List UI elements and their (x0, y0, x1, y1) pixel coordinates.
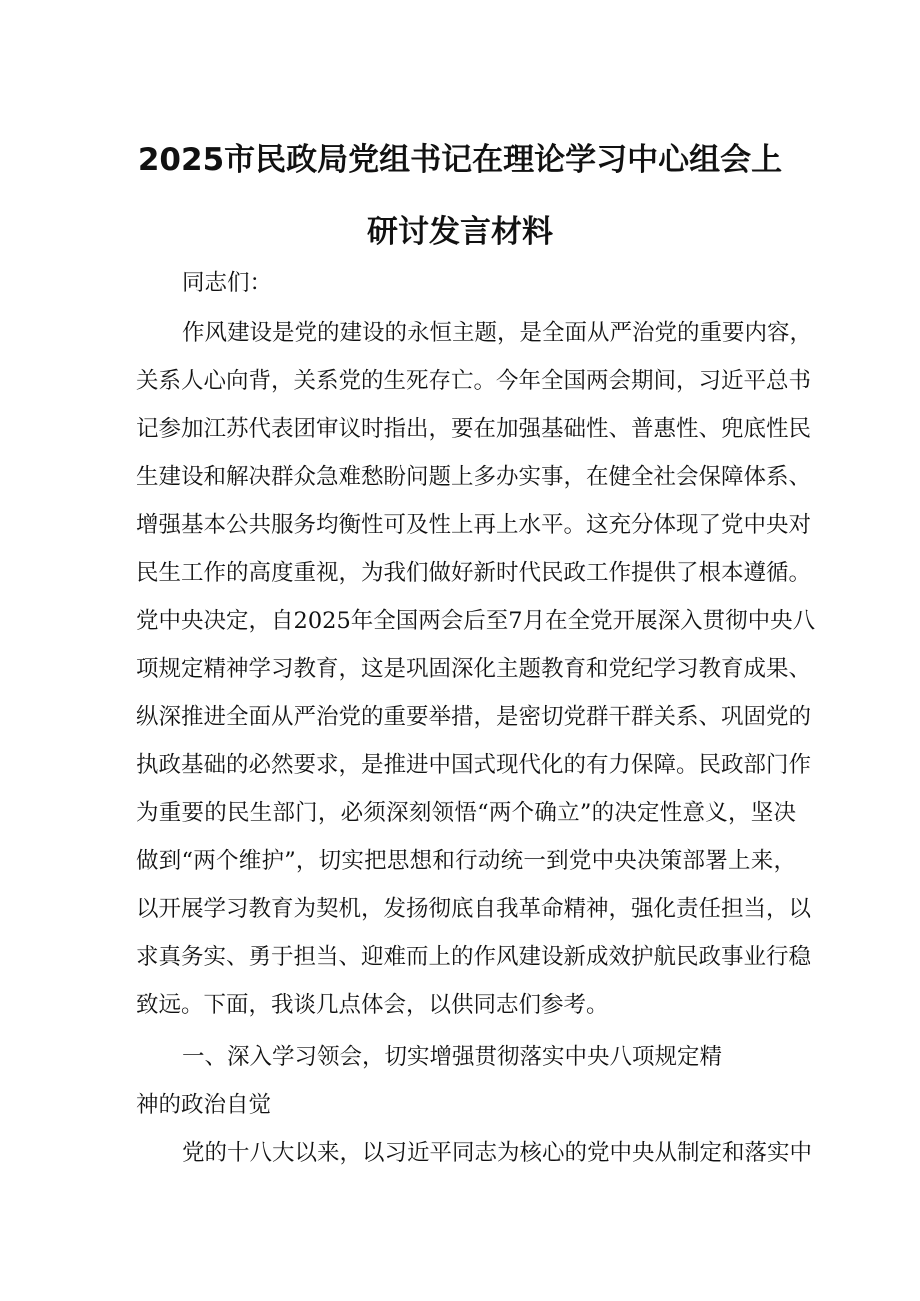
paragraph-line: 生建设和解决群众急难愁盼问题上多办实事，在健全社会保障体系、 (136, 464, 812, 490)
document-title-line-2: 研讨发言材料 (367, 214, 553, 250)
paragraph-line: 增强基本公共服务均衡性可及性上再上水平。这充分体现了党中央对 (136, 512, 812, 538)
paragraph-line: 作风建设是党的建设的永恒主题，是全面从严治党的重要内容， (182, 320, 813, 346)
paragraph-line: 记参加江苏代表团审议时指出，要在加强基础性、普惠性、兜底性民 (136, 416, 812, 442)
paragraph-line: 执政基础的必然要求，是推进中国式现代化的有力保障。民政部门作 (136, 752, 812, 778)
section-heading-line-2: 神的政治自觉 (136, 1092, 272, 1118)
paragraph-line: 做到“两个维护”，切实把思想和行动统一到党中央决策部署上来， (136, 848, 796, 874)
paragraph-line: 致远。下面，我谈几点体会，以供同志们参考。 (136, 992, 609, 1018)
document-title-line-1: 2025市民政局党组书记在理论学习中心组会上 (137, 142, 783, 178)
paragraph-line: 项规定精神学习教育，这是巩固深化主题教育和党纪学习教育成果、 (136, 656, 812, 682)
paragraph-line: 求真务实、勇于担当、迎难而上的作风建设新成效护航民政事业行稳 (136, 944, 812, 970)
paragraph-line: 关系人心向背，关系党的生死存亡。今年全国两会期间，习近平总书 (136, 368, 812, 394)
paragraph-line: 党的十八大以来，以习近平同志为核心的党中央从制定和落实中 (182, 1140, 813, 1166)
paragraph-line: 党中央决定，自2025年全国两会后至7月在全党开展深入贯彻中央八 (136, 608, 816, 634)
paragraph-line: 民生工作的高度重视，为我们做好新时代民政工作提供了根本遵循。 (136, 560, 812, 586)
paragraph-line: 纵深推进全面从严治党的重要举措，是密切党群干群关系、巩固党的 (136, 704, 812, 730)
salutation: 同志们： (182, 270, 273, 296)
section-heading-line-1: 一、深入学习领会，切实增强贯彻落实中央八项规定精 (182, 1044, 723, 1070)
paragraph-line: 为重要的民生部门，必须深刻领悟“两个确立”的决定性意义，坚决 (136, 800, 796, 826)
paragraph-line: 以开展学习教育为契机，发扬彻底自我革命精神，强化责任担当，以 (136, 896, 812, 922)
